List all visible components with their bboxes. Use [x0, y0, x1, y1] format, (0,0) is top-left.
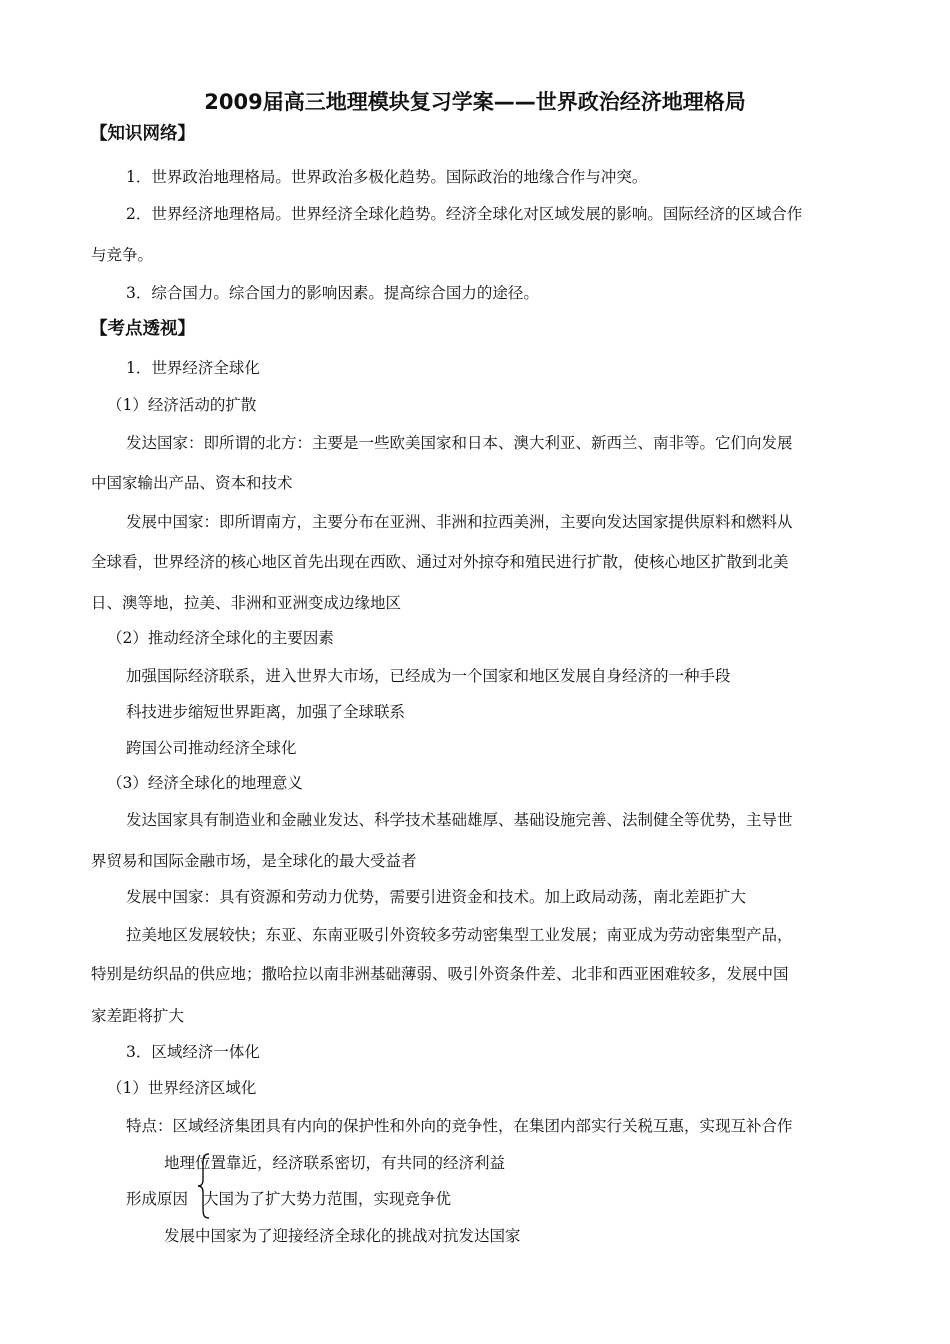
paragraph-developing-countries: 发展中国家：具有资源和劳动力优势，需要引进资金和技术。加上政局动荡，南北差距扩大 [126, 888, 747, 906]
brace-icon [197, 1152, 211, 1220]
paragraph-factor-3: 跨国公司推动经济全球化 [126, 739, 297, 757]
document-title: 2009届高三地理模块复习学案——世界政治经济地理格局 [204, 90, 746, 114]
section-heading-exam-points: 【考点透视】 [90, 319, 195, 339]
paragraph-developed-line-1: 发达国家：即所谓的北方：主要是一些欧美国家和日本、澳大利亚、新西兰、南非等。它们向发展 [126, 434, 793, 452]
subheading-driving-factors: （2）推动经济全球化的主要因素 [107, 629, 334, 647]
heading-regional-integration: 3．区域经济一体化 [126, 1043, 260, 1061]
paragraph-characteristics: 特点：区域经济集团具有内向的保护性和外向的竞争性，在集团内部实行关税互惠，实现互补合作 [126, 1117, 793, 1135]
reason-item-3: 发展中国家为了迎接经济全球化的挑战对抗发达国家 [164, 1227, 521, 1245]
paragraph-significance-line-1: 发达国家具有制造业和金融业发达、科学技术基础雄厚、基础设施完善、法制健全等优势，主导世 [126, 811, 793, 829]
knowledge-item-1: 1．世界政治地理格局。世界政治多极化趋势。国际政治的地缘合作与冲突。 [126, 168, 648, 186]
paragraph-significance-line-2: 界贸易和国际金融市场，是全球化的最大受益者 [91, 852, 417, 870]
paragraph-regions-line-2: 特别是纺织品的供应地；撒哈拉以南非洲基础薄弱、吸引外资条件差、北非和西亚困难较多，发展中国 [91, 965, 789, 983]
paragraph-factor-2: 科技进步缩短世界距离，加强了全球联系 [126, 703, 406, 721]
reason-item-2: 大国为了扩大势力范围，实现竞争优 [203, 1190, 452, 1208]
paragraph-developing-line-1: 发展中国家：即所谓南方，主要分布在亚洲、非洲和拉西美洲，主要向发达国家提供原料和燃料从 [126, 513, 793, 531]
knowledge-item-2-line-2: 与竞争。 [91, 246, 154, 264]
paragraph-developed-line-2: 中国家输出产品、资本和技术 [91, 474, 293, 492]
paragraph-developing-line-3: 日、澳等地，拉美、非洲和亚洲变成边缘地区 [91, 594, 402, 612]
subheading-geographic-significance: （3）经济全球化的地理意义 [107, 774, 303, 792]
reasons-label: 形成原因 [126, 1190, 189, 1208]
paragraph-developing-line-2: 全球看，世界经济的核心地区首先出现在西欧、通过对外掠夺和殖民进行扩散，使核心地区扩散到北美 [91, 553, 789, 571]
subheading-economic-diffusion: （1）经济活动的扩散 [107, 396, 257, 414]
paragraph-regions-line-3: 家差距将扩大 [91, 1007, 185, 1025]
knowledge-item-3: 3．综合国力。综合国力的影响因素。提高综合国力的途径。 [126, 284, 539, 302]
subheading-regionalization: （1）世界经济区域化 [107, 1079, 257, 1097]
reason-item-1: 地理位置靠近，经济联系密切，有共同的经济利益 [164, 1154, 506, 1172]
paragraph-factor-1: 加强国际经济联系，进入世界大市场，已经成为一个国家和地区发展自身经济的一种手段 [126, 667, 731, 685]
paragraph-regions-line-1: 拉美地区发展较快；东亚、东南亚吸引外资较多劳动密集型工业发展；南亚成为劳动密集型产品， [126, 926, 793, 944]
section-heading-knowledge-network: 【知识网络】 [90, 124, 195, 144]
heading-globalization: 1．世界经济全球化 [126, 359, 260, 377]
knowledge-item-2-line-1: 2．世界经济地理格局。世界经济全球化趋势。经济全球化对区域发展的影响。国际经济的区域合作 [126, 205, 803, 223]
